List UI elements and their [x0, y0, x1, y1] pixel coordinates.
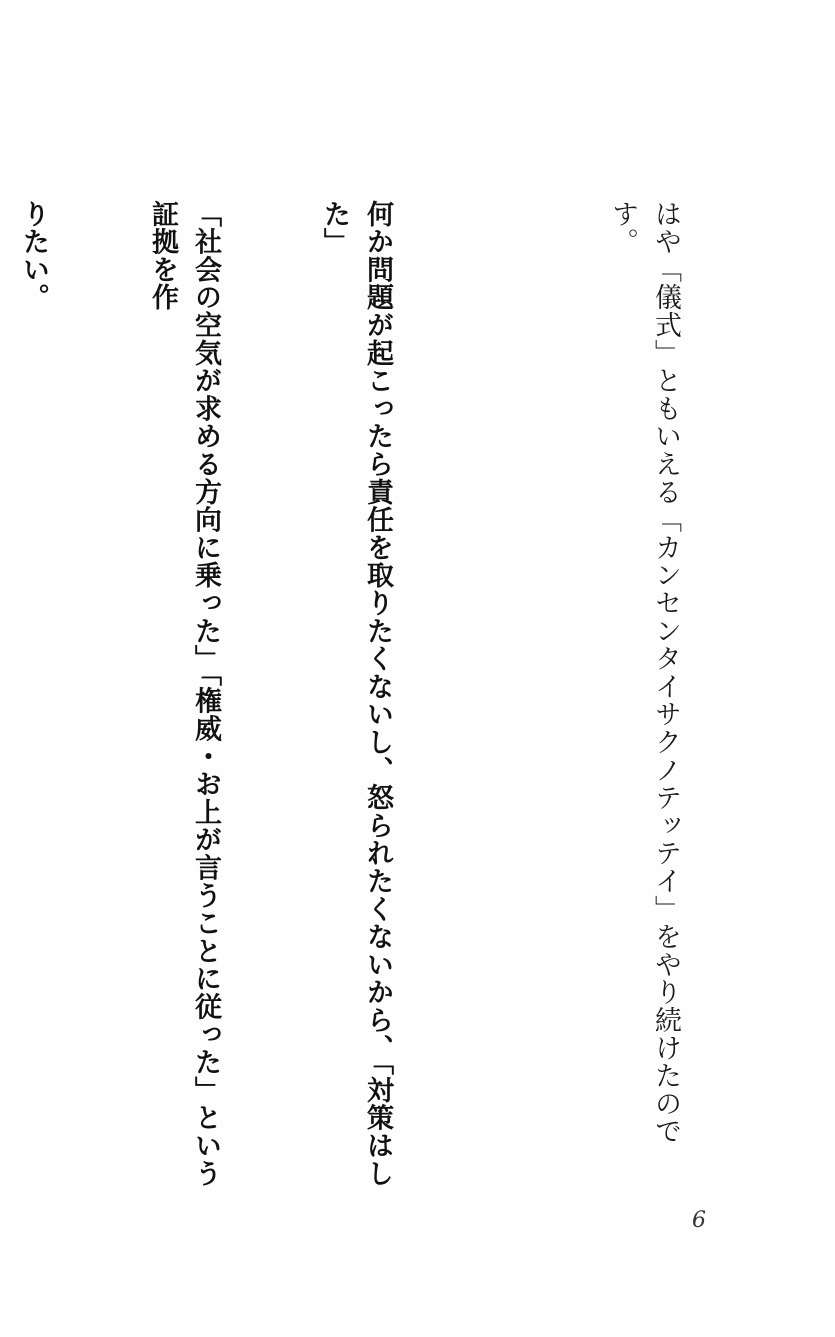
text-line-1: はや「儀式」ともいえる「カンセンタイサクノテッテイ」をやり続けたのです。 [607, 200, 681, 1146]
paragraph-gap [485, 200, 515, 1200]
bold-text-line-4: りたい。 [18, 200, 49, 312]
bold-text-line-3: 「社会の空気が求める方向に乗った」「権威・お上が言うことに従った」という証拠を作 [147, 200, 221, 1188]
vertical-text-body [0, 200, 773, 1200]
page-number: 6 [692, 1208, 706, 1233]
bold-text-line-2: 何か問題が起こったら責任を取りたくないし、怒られたくないから、「対策はした」 [319, 200, 393, 1188]
